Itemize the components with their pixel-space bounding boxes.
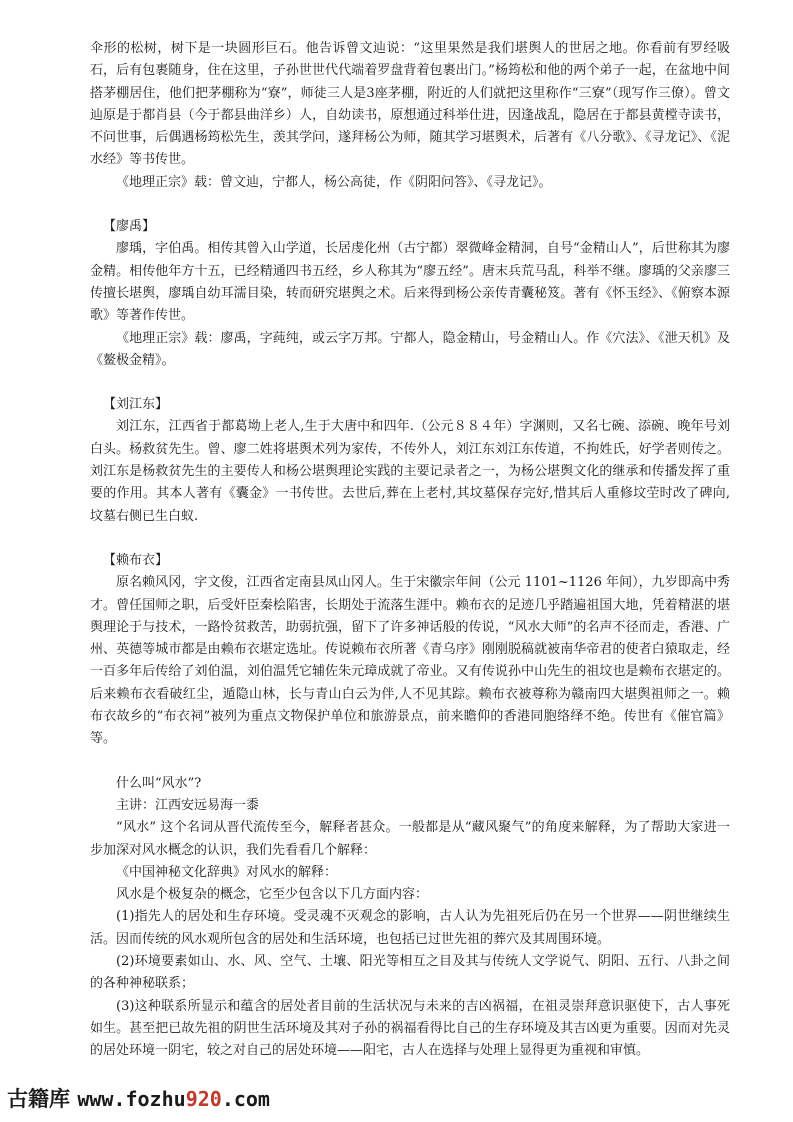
intro-paragraph: 伞形的松树，树下是一块圆形巨石。他告诉曾文辿说：“这里果然是我们堪舆人的世居之地。你看前有罗经吸石，后有包裹随身，住在这里，子孙世世代代端着罗盘背着包裹出门。”杨筠松和他的两个弟子一起，在盆地中间搭茅棚居住，他们把茅棚称为“寮”，师徒三人是3座茅棚，附近的人们就把这里称作“三寮”（现写作三僚）。曾文辿原是于都肖县（今于都县曲洋乡）人，自幼读书，原想通过科举仕进，因逢战乱，隐居在于都县黄樘寺读书，不问世事，后偶遇杨筠松先生，羡其学问，遂拜杨公为师，随其学习堪舆术，后著有《八分歌》、《寻龙记》、《泥水经》等书传世。 <box>90 41 730 168</box>
article-paragraph: 风水是个极复杂的概念，它至少包含以下几方面内容： <box>116 887 429 903</box>
article-paragraph: (3)这种联系所显示和蕴含的居处者目前的生活状况与未来的吉凶祸福，在祖灵崇拜意识驱使下，古人事死如生。甚至把已故先祖的阴世生活环境及其对子孙的祸福看得比自己的生存环境及其吉凶更为重要。因而对先灵的居处环境一阴宅，较之对自己的居处环境——阳宅，古人在选择与处理上显得更为重视和审慎。 <box>90 998 730 1059</box>
article-paragraph: “风水” 这个名词从晋代流传至今，解释者甚众。一般都是从“藏风聚气”的角度来解释，为了帮助大家进一步加深对风水概念的认识，我们先看看几个解释： <box>90 820 730 858</box>
intro-note: 《地理正宗》载：曾文辿，宁都人，杨公高徒，作《阴阳问答》、《寻龙记》。 <box>116 174 552 190</box>
section-paragraph: 原名赖风冈，字文俊，江西省定南县凤山冈人。生于宋徽宗年间（公元 1101~1126 年间），九岁即高中秀才。曾任国师之职，后受奸臣秦桧陷害，长期处于流落生涯中。赖布衣的足迹几乎踏遍祖国大地，凭着精湛的堪舆理论于与技术，一路怜贫救苦，助弱抗强，留下了许多神话般的传说，“风水大师”的名声不径而走，香港、广州、英德等城市都是由赖布衣堪定选址。传说赖布衣所著《青乌序》刚刚脱稿就被南华帝君的使者白猿取走，经一百多年后传给了刘伯温，刘伯温凭它辅佐朱元璋成就了帝业。又有传说孙中山先生的祖坟也是赖布衣堪定的。后来赖布衣看破红尘，遁隐山林，长与青山白云为伴,人不见其踪。赖布衣被尊称为赣南四大堪舆祖师之一。赖布衣故乡的“布衣祠”被列为重点文物保护单位和旅游景点，前来瞻仰的香港同胞络绎不绝。传世有《催官篇》等。 <box>90 575 730 747</box>
article-speaker: 主讲：江西安远易海一黍 <box>116 797 260 813</box>
document-page <box>90 38 730 1062</box>
section-paragraph: 《地理正宗》载：廖禹，字莼纯，或云字万邦。宁都人，隐金精山，号金精山人。作《穴法》、《泄天机》及《鳌极金精》。 <box>90 330 730 368</box>
article-paragraph: 《中国神秘文化辞典》对风水的解释： <box>116 864 338 880</box>
site-footer-watermark <box>0 1082 793 1116</box>
section-title-lai-buyi: 【赖布衣】 <box>103 552 169 568</box>
section-title-liao-yu: 【廖禹】 <box>103 219 156 235</box>
section-paragraph: 廖瑀，字伯禹。相传其曾入山学道，长居虔化州（古宁都）翠微峰金精洞，自号“金精山人”，后世称其为廖金精。相传他年方十五，已经精通四书五经，乡人称其为“廖五经”。唐末兵荒马乱，科举不继。廖瑀的父亲廖三传擅长堪舆，廖瑀自幼耳濡目染，转而研究堪舆之术。后来得到杨公亲传青囊秘笈。著有《怀玉经》、《俯察本源歌》等著作传世。 <box>90 241 730 324</box>
article-paragraph: (1)指先人的居处和生存环境。受灵魂不灭观念的影响，古人认为先祖死后仍在另一个世界——阴世继续生活。因而传统的风水观所包含的居处和生活环境，也包括已过世先祖的葬穴及其周围环境。 <box>90 909 730 947</box>
footer-url[interactable]: www.fozhu920.com <box>77 1087 270 1111</box>
section-paragraph: 刘江东，江西省于都葛坳上老人,生于大唐中和四年.（公元８８４年）字渊则，又名七碗、添碗、晚年号刘白头。杨救贫先生。曾、廖二姓将堪舆术列为家传，不传外人，刘江东刘江东传道，不拘姓氏，好学者则传之。刘江东是杨救贫先生的主要传人和杨公堪舆理论实践的主要记录者之一，为杨公堪舆文化的继承和传播发挥了重要的作用。其本人著有《囊金》一书传世。去世后,葬在上老村,其坟墓保存完好,惜其后人重修坟茔时改了碑向,坟墓右侧已生白蚁. <box>90 419 730 524</box>
section-title-liu-jiangdong: 【刘江东】 <box>103 397 169 413</box>
article-title: 什么叫“风水”? <box>116 775 202 791</box>
article-paragraph: (2)环境要素如山、水、风、空气、土壤、阳光等相互之目及其与传统人文学说气、阴阳、五行、八卦之间的各种神秘联系； <box>90 953 730 992</box>
footer-brand: 古籍库 <box>7 1087 70 1111</box>
